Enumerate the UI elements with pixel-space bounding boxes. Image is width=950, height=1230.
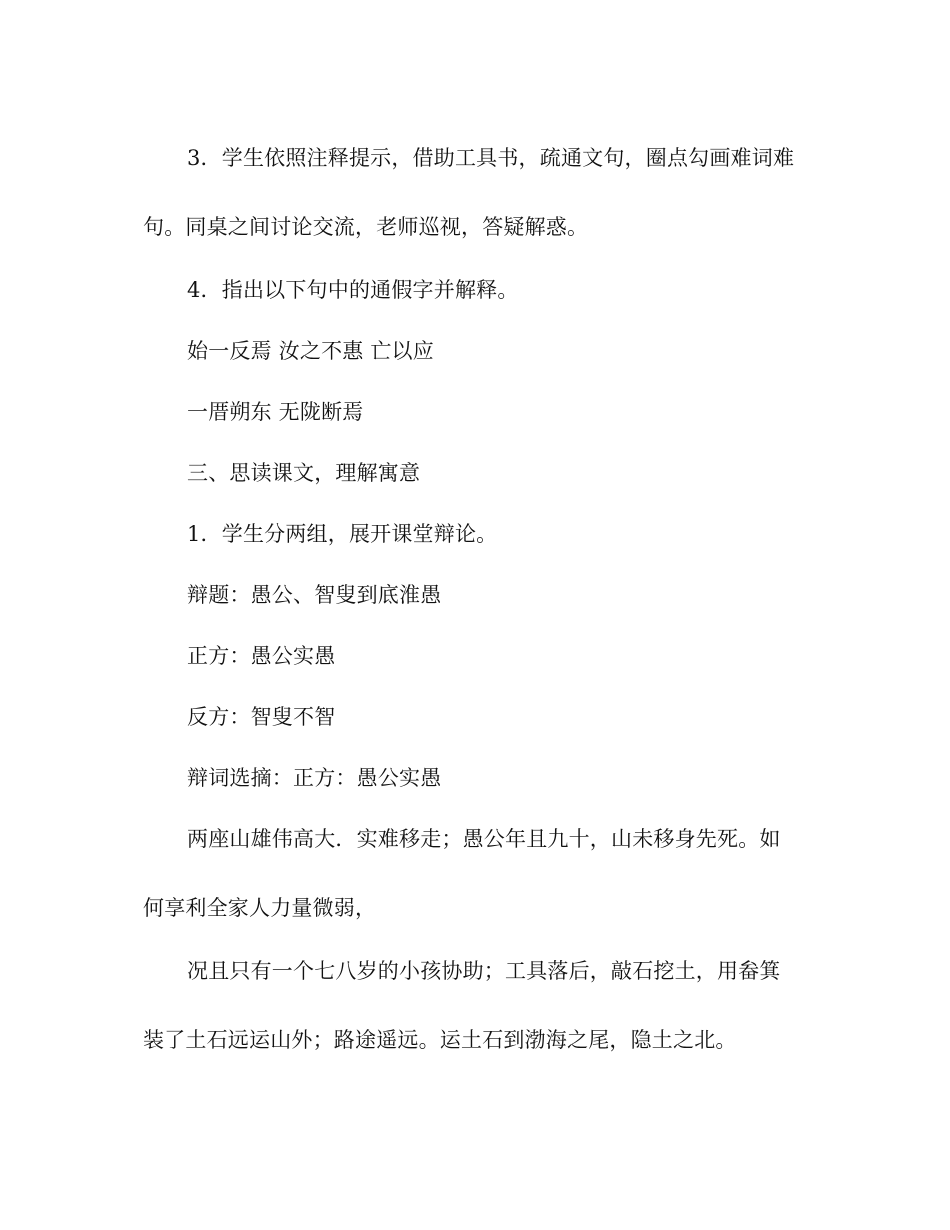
paragraph-line: 3．学生依照注释提示，借助工具书，疏通文句，圈点勾画难词难 [187, 146, 795, 170]
paragraph-line: 何享利全家人力量微弱， [143, 896, 377, 920]
paragraph-line: 况且只有一个七八岁的小孩协助；工具落后，敲石挖土，用畚箕 [187, 959, 781, 983]
paragraph-line: 一厝朔东 无陇断焉 [187, 400, 364, 424]
paragraph-line: 正方：愚公实愚 [187, 644, 336, 668]
paragraph-line: 1．学生分两组，展开课堂辩论。 [187, 522, 498, 546]
paragraph-line: 辩词选摘：正方：愚公实愚 [187, 766, 442, 790]
paragraph-line: 辩题：愚公、智叟到底淮愚 [187, 583, 442, 607]
paragraph-line: 反方：智叟不智 [187, 705, 336, 729]
paragraph-line: 始一反焉 汝之不惠 亡以应 [187, 339, 434, 363]
paragraph-line: 4．指出以下句中的通假字并解释。 [187, 278, 519, 302]
paragraph-line: 句。同桌之间讨论交流，老师巡视，答疑解惑。 [143, 215, 589, 239]
section-heading: 三、思读课文，理解寓意 [187, 461, 421, 485]
paragraph-line: 两座山雄伟高大．实难移走；愚公年且九十，山未移身先死。如 [187, 827, 781, 851]
paragraph-line: 装了土石远运山外；路途遥远。运土石到渤海之尾，隐土之北。 [143, 1028, 737, 1052]
